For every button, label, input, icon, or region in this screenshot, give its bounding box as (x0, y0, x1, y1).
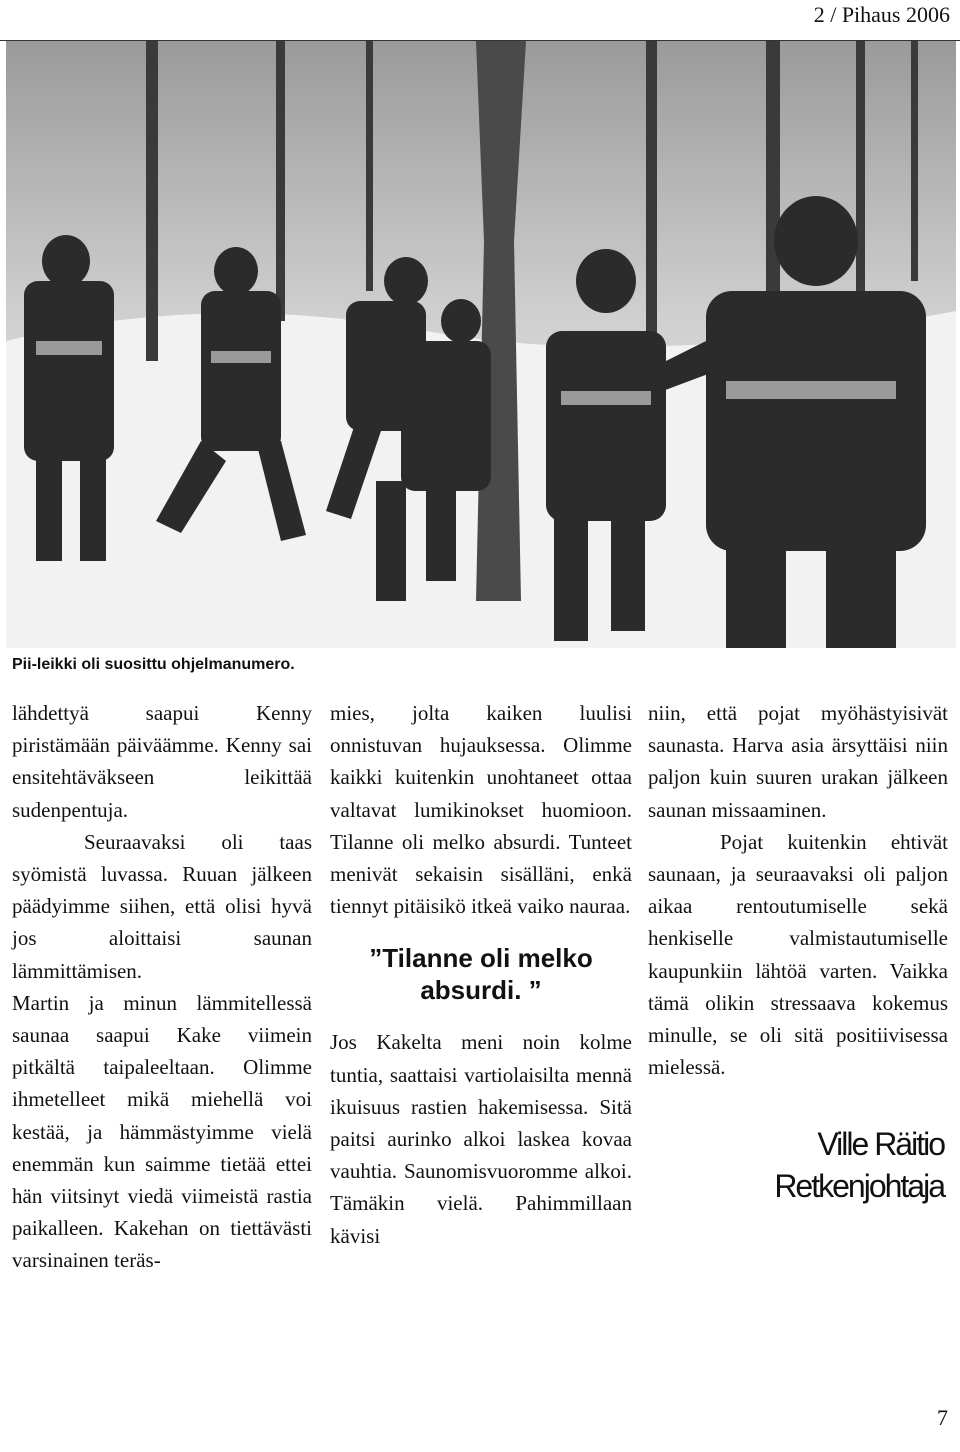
text-column-3 (648, 697, 948, 1207)
paragraph: Jos Kakelta meni noin kolme tuntia, saattaisi vartiolaisilta mennä ikuisuus rastien hakemisessa. Sitä paitsi aurinko alkoi laskea kovaa vauhtia. Saunomisvuoromme alkoi. Tämäkin vielä. Pahimmillaan kävisi (330, 1030, 632, 1248)
paragraph: mies, jolta kaiken luulisi onnistuvan hujauksessa. Olimme kaikki kuitenkin unohtaneet ottaa valtavat lumikinokset huomioon. Tilanne oli melko absurdi. Tunteet menivät sekaisin sisälläni, enkä tiennyt pitäisikö itkeä vaiko nauraa. (330, 701, 632, 919)
author-role: Retkenjohtaja (774, 1168, 944, 1205)
author-signature (648, 1123, 948, 1207)
issue-label: 2 / Pihaus 2006 (813, 2, 950, 27)
photo-caption: Pii-leikki oli suosittu ohjelmanumero. (12, 656, 295, 673)
paragraph: Seuraavaksi oli taas syömistä luvassa. Ruuan jälkeen päädyimme siihen, että olisi hyvä jos aloittaisi saunan lämmittämisen. (12, 829, 312, 983)
article-photo (6, 41, 956, 648)
page-header (0, 0, 960, 41)
text-column-2 (330, 697, 632, 1252)
text-column-1 (12, 697, 312, 1277)
pull-quote: ”Tilanne oli melko absurdi. ” (369, 943, 593, 1006)
page-number: 7 (937, 1405, 948, 1430)
paragraph: niin, että pojat myöhästyisivät saunasta. Harva asia ärsyttäisi niin paljon kuin suuren urakan jälkeen saunan missaaminen. (648, 701, 948, 822)
paragraph: lähdettyä saapui Kenny piristämään päiväämme. Kenny sai ensitehtäväkseen leikittää sudenpentuja. (12, 701, 312, 822)
author-name: Ville Räitio (817, 1126, 944, 1163)
paragraph: Pojat kuitenkin ehtivät saunaan, ja seuraavaksi oli paljon aikaa rentoutumiselle sekä henkiselle valmistautumiselle kaupunkiin lähtöä varten. Vaikka tämä olikin stressaava kokemus minulle, se oli sitä positiivisessa mielessä. (648, 829, 948, 1080)
photo-illustration (6, 41, 956, 648)
paragraph: Martin ja minun lämmitellessä saunaa saapui Kake viimein pitkältä taipaleeltaan. Olimme ihmetelleet mikä miehellä voi kestää, ja hämmästyimme vielä enemmän kun saimme tietää ettei hän viitsinyt viedä viimeistä rastia paikalleen. Kakehan on tiettävästi varsinainen teräs- (12, 990, 312, 1273)
